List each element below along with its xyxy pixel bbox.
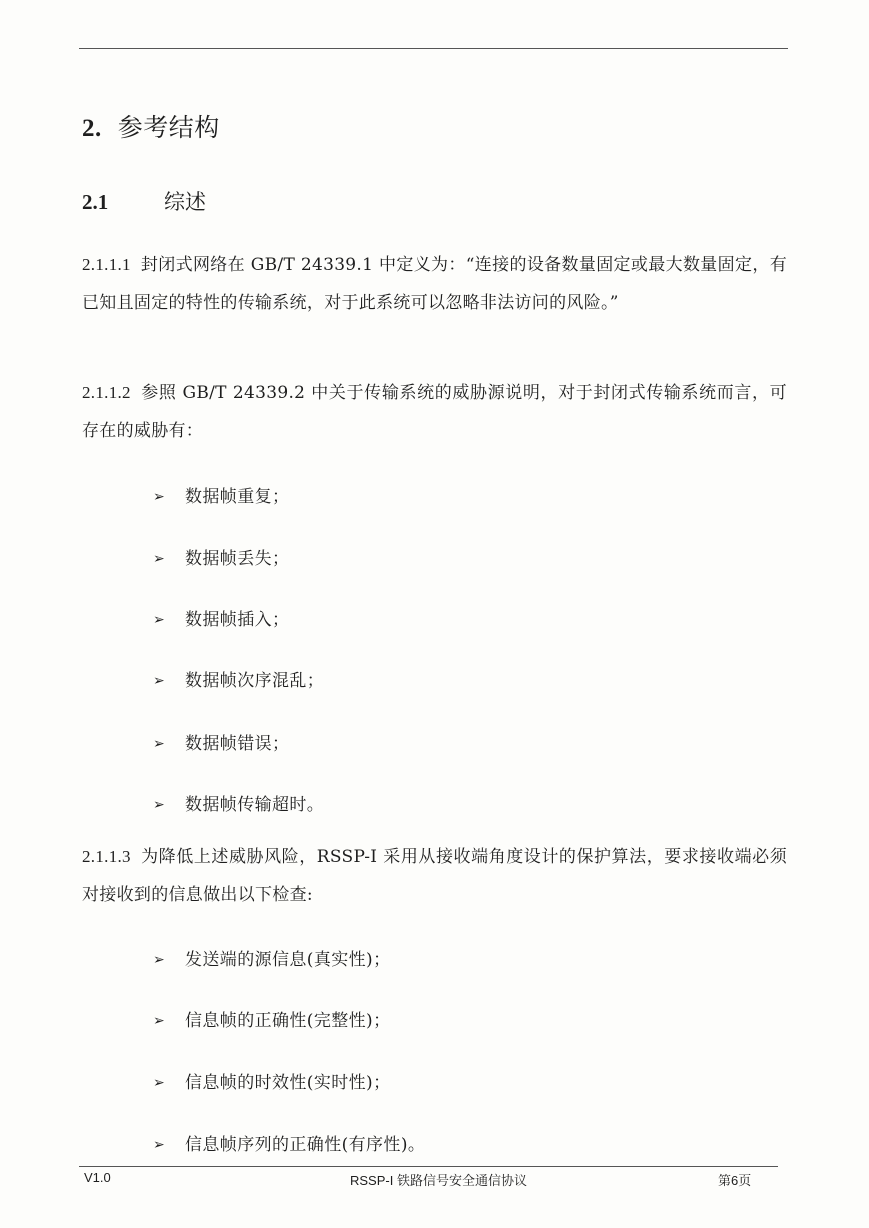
paragraph-number: 2.1.1.3 <box>82 847 131 866</box>
arrowhead-bullet-icon: ➢ <box>153 551 166 567</box>
paragraph-text: 封闭式网络在 GB/T 24339.1 中定义为：“连接的设备数量固定或最大数量固定，有已知且固定的特性的传输系统，对于此系统可以忽略非法访问的风险。” <box>82 255 787 313</box>
list-item-text: 信息帧序列的正确性(有序性)。 <box>185 1135 426 1155</box>
footer-rule <box>79 1166 778 1167</box>
subsection-number: 2.1 <box>82 190 109 214</box>
check-list-item <box>153 1130 425 1155</box>
paragraph-number: 2.1.1.2 <box>82 383 131 402</box>
threat-list-item <box>153 482 289 507</box>
footer-page-number: 第6页 <box>718 1173 752 1188</box>
list-item-text: 数据帧传输超时。 <box>185 795 325 815</box>
threat-list-item <box>153 729 289 754</box>
paragraph-number: 2.1.1.1 <box>82 255 131 274</box>
threat-list-item <box>153 605 289 630</box>
arrowhead-bullet-icon: ➢ <box>153 1075 166 1091</box>
paragraph-2-1-1-1 <box>82 246 787 322</box>
list-item-text: 信息帧的正确性(完整性)； <box>185 1011 391 1031</box>
list-item-text: 信息帧的时效性(实时性)； <box>185 1073 391 1093</box>
list-item-text: 数据帧次序混乱； <box>185 671 325 691</box>
section-heading <box>82 108 220 144</box>
list-item-text: 数据帧重复； <box>185 487 290 507</box>
check-list-item <box>153 1068 390 1093</box>
arrowhead-bullet-icon: ➢ <box>153 1013 166 1029</box>
list-item-text: 数据帧丢失； <box>185 549 290 569</box>
list-item-text: 数据帧错误； <box>185 734 290 754</box>
subsection-heading <box>82 186 206 216</box>
section-title: 参考结构 <box>117 113 220 142</box>
arrowhead-bullet-icon: ➢ <box>153 673 166 689</box>
list-item-text: 发送端的源信息(真实性)； <box>185 950 391 970</box>
footer-document-title: RSSP-I 铁路信号安全通信协议 <box>350 1173 527 1188</box>
paragraph-2-1-1-2 <box>82 374 787 450</box>
threat-list-item <box>153 790 324 815</box>
paragraph-2-1-1-3 <box>82 838 787 914</box>
subsection-title: 综述 <box>164 190 206 214</box>
threat-list-item <box>153 544 289 569</box>
arrowhead-bullet-icon: ➢ <box>153 797 166 813</box>
section-number: 2. <box>82 115 102 142</box>
arrowhead-bullet-icon: ➢ <box>153 1137 166 1153</box>
paragraph-text: 参照 GB/T 24339.2 中关于传输系统的威胁源说明，对于封闭式传输系统而言，可存在的威胁有： <box>82 383 787 441</box>
footer-version: V1.0 <box>84 1170 111 1185</box>
arrowhead-bullet-icon: ➢ <box>153 612 166 628</box>
threat-list-item <box>153 666 324 691</box>
header-rule <box>79 48 788 49</box>
check-list-item <box>153 1006 390 1031</box>
arrowhead-bullet-icon: ➢ <box>153 736 166 752</box>
paragraph-text: 为降低上述威胁风险，RSSP-I 采用从接收端角度设计的保护算法，要求接收端必须对接收到的信息做出以下检查: <box>82 847 787 905</box>
check-list-item <box>153 945 390 970</box>
list-item-text: 数据帧插入； <box>185 610 290 630</box>
arrowhead-bullet-icon: ➢ <box>153 489 166 505</box>
arrowhead-bullet-icon: ➢ <box>153 952 166 968</box>
